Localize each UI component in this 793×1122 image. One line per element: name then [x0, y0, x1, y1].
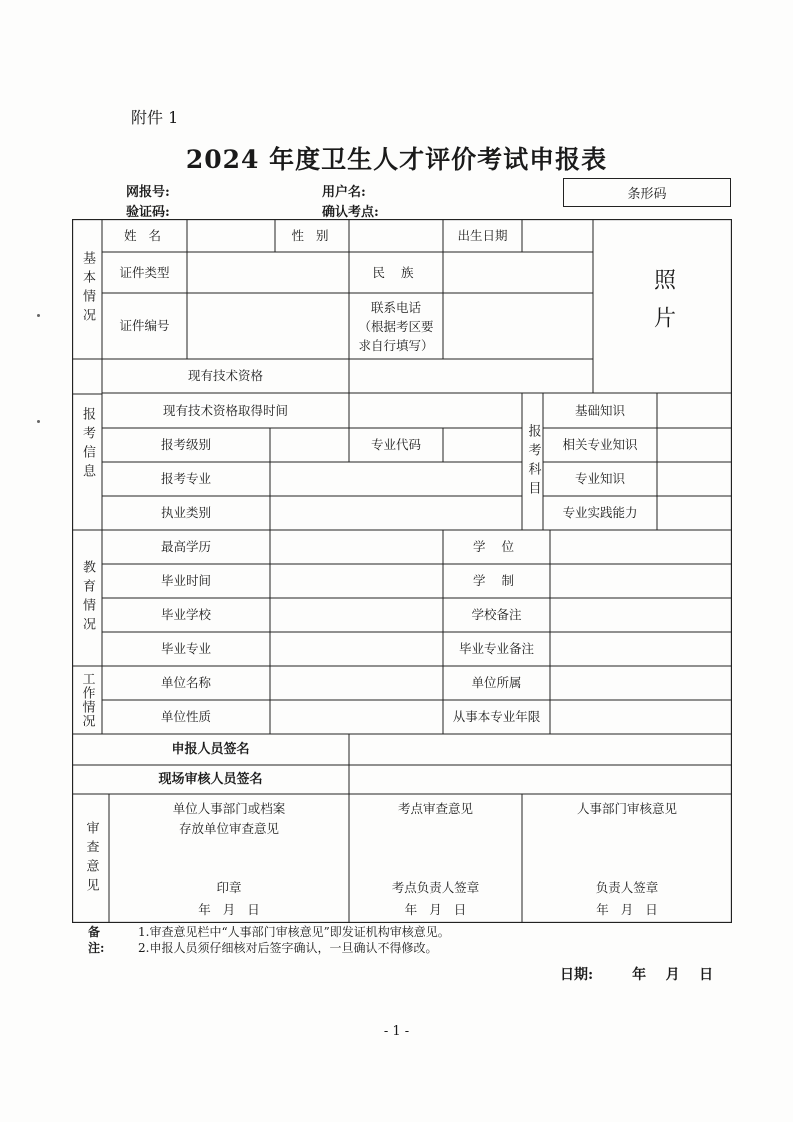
- section-basic-info: 基本情况: [80, 251, 95, 327]
- unit-seal-label: 印章: [216, 880, 242, 895]
- form-title: 2024 年度卫生人才评价考试申报表: [185, 145, 608, 174]
- exam-major-label: 报考专业: [160, 471, 211, 486]
- name-label: 姓 名: [124, 227, 165, 243]
- unit-date-label: 年 月 日: [198, 902, 260, 917]
- onsite-reviewer-signature-label: 现场审核人员签名: [158, 771, 263, 787]
- username-label: 用户名:: [322, 185, 366, 200]
- note-line-1: 1.审查意见栏中“人事部门审核意见”即发证机构审核意见。: [138, 925, 450, 939]
- section-exam-info: 报考信息: [80, 406, 95, 483]
- unit-location-label: 单位所属: [471, 675, 522, 690]
- subject-practice-ability: 专业实践能力: [562, 505, 638, 520]
- hr-opinion-label: 人事部门审核意见: [576, 801, 677, 816]
- unit-opinion-label: 单位人事部门或档案 存放单位审查意见: [172, 801, 286, 836]
- birth-date-label: 出生日期: [457, 227, 508, 243]
- section-education: 教育情况: [80, 560, 95, 636]
- practice-type-label: 执业类别: [160, 505, 211, 520]
- barcode-label: 条形码: [627, 187, 667, 202]
- current-qualification-label: 现有技术资格: [187, 368, 263, 383]
- scan-speck: [37, 420, 40, 423]
- unit-name-label: 单位名称: [160, 675, 211, 690]
- application-form-table: [72, 219, 732, 923]
- attachment-label: 附件 1: [131, 108, 179, 127]
- gender-label: 性 别: [291, 227, 333, 243]
- schooling-label: 学 制: [473, 573, 520, 588]
- ethnicity-label: 民 族: [372, 264, 420, 280]
- applicant-signature-label: 申报人员签名: [171, 741, 250, 757]
- school-label: 毕业学校: [160, 607, 211, 622]
- hr-date-label: 年 月 日: [596, 902, 658, 917]
- verification-code-label: 验证码:: [126, 205, 170, 220]
- subject-related-knowledge: 相关专业知识: [562, 437, 638, 452]
- unit-nature-label: 单位性质: [160, 709, 211, 724]
- qualification-time-label: 现有技术资格取得时间: [162, 402, 288, 418]
- subject-professional-knowledge: 专业知识: [574, 471, 625, 486]
- site-opinion-label: 考点审查意见: [397, 801, 473, 816]
- site-sign-label: 考点负责人签章: [391, 880, 480, 895]
- school-note-label: 学校备注: [471, 607, 522, 622]
- exam-subjects-label: 报考科目: [525, 423, 541, 500]
- note-line-2: 2.申报人员须仔细核对后签字确认，一旦确认不得修改。: [138, 941, 438, 955]
- id-type-label: 证件类型: [119, 264, 170, 280]
- section-review: 审查意见: [83, 820, 99, 897]
- highest-degree-label: 最高学历: [160, 539, 211, 554]
- scan-speck: [37, 314, 40, 317]
- phone-label: 联系电话 （根据考区要 求自行填写）: [358, 299, 434, 353]
- work-years-label: 从事本专业年限: [452, 709, 541, 724]
- grad-major-label: 毕业专业: [160, 641, 211, 656]
- id-number-label: 证件编号: [119, 318, 170, 333]
- subject-basic-knowledge: 基础知识: [574, 402, 625, 418]
- graduation-time-label: 毕业时间: [160, 573, 211, 588]
- photo-placeholder: 照片: [650, 268, 676, 344]
- confirm-site-label: 确认考点:: [322, 205, 379, 220]
- section-work: 工作情况: [79, 672, 95, 728]
- hr-sign-label: 负责人签章: [595, 880, 659, 895]
- major-code-label: 专业代码: [370, 437, 421, 452]
- exam-level-label: 报考级别: [160, 437, 211, 452]
- notes-label: 备注:: [88, 925, 105, 955]
- page-number: - 1 -: [383, 1024, 410, 1039]
- site-date-label: 年 月 日: [404, 902, 467, 917]
- registration-no-label: 网报号:: [126, 185, 170, 200]
- grad-major-note-label: 毕业专业备注: [458, 641, 534, 656]
- date-line: 日期: 年 月 日: [560, 967, 714, 983]
- degree-label: 学 位: [473, 539, 520, 554]
- barcode-box: [563, 178, 731, 207]
